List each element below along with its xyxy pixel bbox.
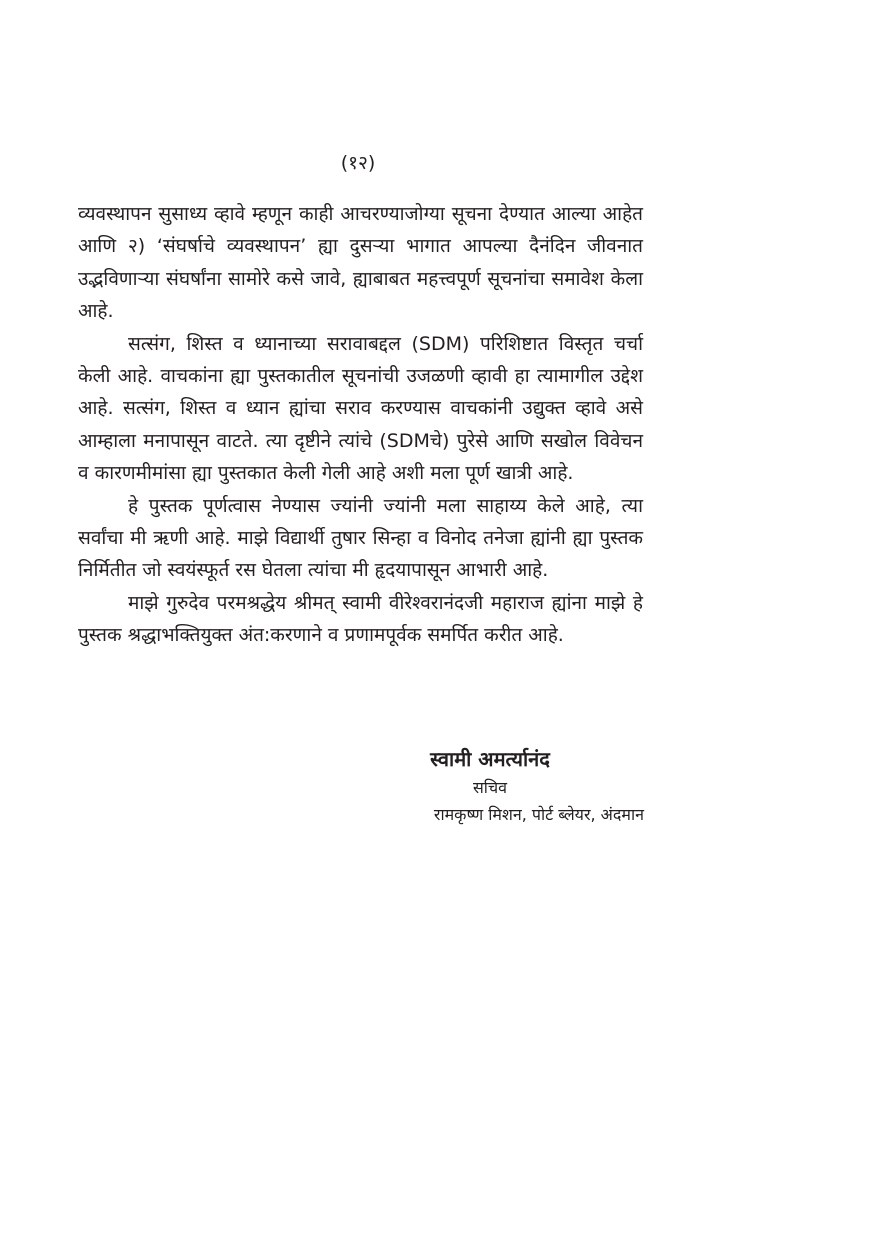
- body-text: [78, 198, 643, 652]
- signature-name: स्वामी अमर्त्यानंद: [430, 747, 550, 771]
- signature-title: सचिव: [472, 778, 508, 797]
- paragraph-acknowledgements: हे पुस्तक पूर्णत्वास नेण्यास ज्यांनी ज्यांनी मला साहाय्य केले आहे, त्या सर्वांचा मी ऋणी आहे. माझे विद्यार्थी तुषार सिन्हा व विनोद तनेजा ह्यांनी ह्या पुस्तक निर्मितीत जो स्वयंस्फूर्त रस घेतला त्यांचा मी हृदयापासून आभारी आहे.: [78, 494, 643, 582]
- page-number: (१२): [340, 152, 376, 174]
- signature-organization: रामकृष्ण मिशन, पोर्ट ब्लेयर, अंदमान: [433, 805, 644, 824]
- paragraph-continued: व्यवस्थापन सुसाध्य व्हावे म्हणून काही आचरण्याजोग्या सूचना देण्यात आल्या आहेत आणि २) ‘संघर्षाचे व्यवस्थापन’ ह्या दुसऱ्या भागात आपल्या दैनंदिन जीवनात उद्भविणाऱ्या संघर्षांना सामोरे कसे जावे, ह्याबाबत महत्त्वपूर्ण सूचनांचा समावेश केला आहे.: [78, 203, 643, 323]
- paragraph-sdm-appendix: सत्संग, शिस्त व ध्यानाच्या सरावाबद्दल (SDM) परिशिष्टात विस्तृत चर्चा केली आहे. वाचकांना ह्या पुस्तकातील सूचनांची उजळणी व्हावी हा त्यामागील उद्देश आहे. सत्संग, शिस्त व ध्यान ह्यांचा सराव करण्यास वाचकांनी उद्युक्त व्हावे असे आम्हाला मनापासून वाटते. त्या दृष्टीने त्यांचे (SDMचे) पुरेसे आणि सखोल विवेचन व कारणमीमांसा ह्या पुस्तकात केली गेली आहे अशी मला पूर्ण खात्री आहे.: [78, 332, 643, 485]
- paragraph-dedication: माझे गुरुदेव परमश्रद्धेय श्रीमत् स्वामी वीरेश्वरानंदजी महाराज ह्यांना माझे हे पुस्तक श्रद्धाभक्तियुक्त अंत:करणाने व प्रणामपूर्वक समर्पित करीत आहे.: [78, 591, 643, 647]
